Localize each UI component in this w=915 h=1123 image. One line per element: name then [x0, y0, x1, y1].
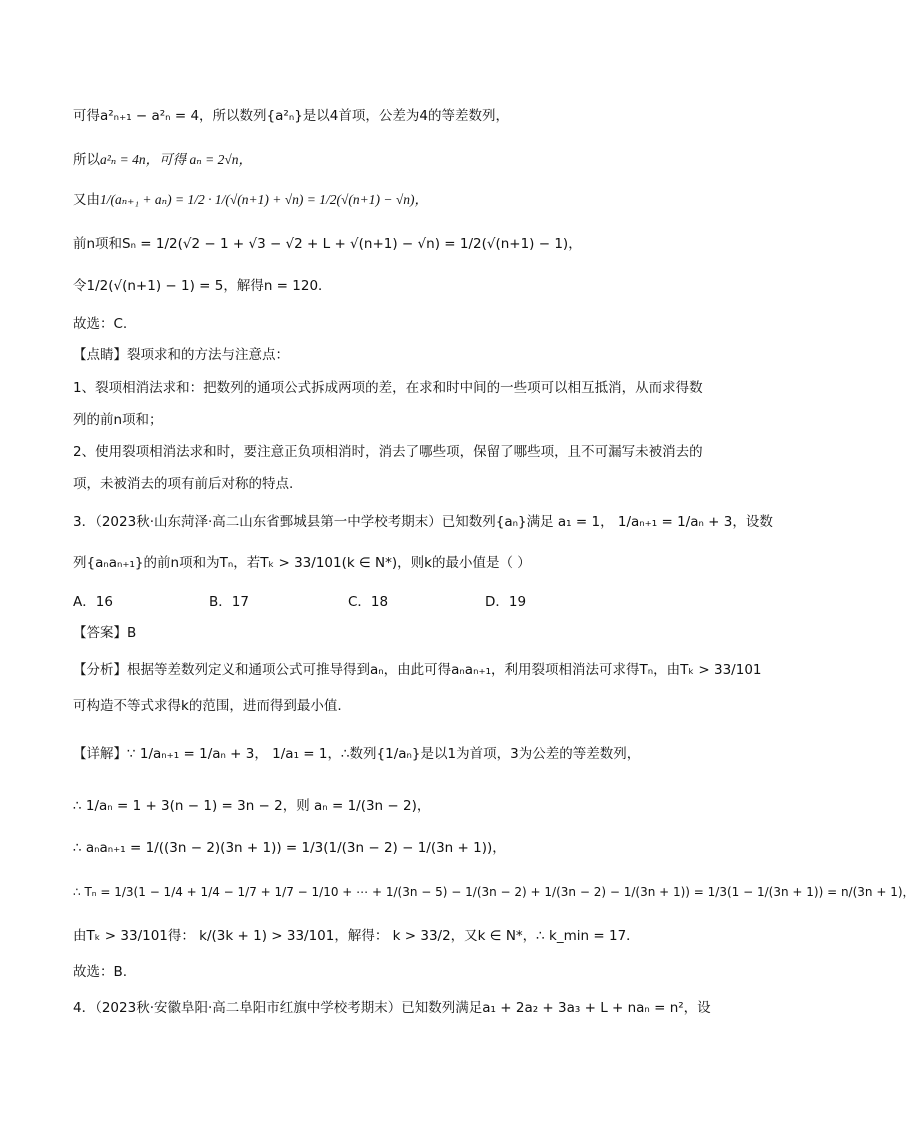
solution-line-1: 可得a²ₙ₊₁ − a²ₙ = 4，所以数列{a²ₙ}是以4首项，公差为4的等差数列， [73, 108, 509, 124]
analysis-text: 根据等差数列定义和通项公式可推导得到aₙ，由此可得aₙaₙ₊₁，利用裂项相消法可求得Tₙ，由Tₖ > 33/101 [127, 662, 762, 678]
tip-heading [73, 345, 289, 365]
analysis-tag: 【分析】 [73, 662, 127, 678]
solution-line-5: 令1/2(√(n+1) − 1) = 5，解得n = 120． [73, 278, 332, 294]
tip-item-2a: 2、使用裂项相消法求和时，要注意正负项相消时，消去了哪些项，保留了哪些项，且不可漏写未被消去的 [73, 444, 703, 460]
detail-line-4: ∴ Tₙ = 1/3(1 − 1/4 + 1/4 − 1/7 + 1/7 − 1/10 + ⋯ + 1/(3n − 5) − 1/(3n − 2) + 1/(3n − 2) − 1/(3n + 1)) = 1/3(1 − 1/(3n + 1)) = n/(3n + 1)， [73, 885, 915, 899]
question-3-line-1: 3．（2023秋·山东菏泽·高二山东省鄄城县第一中学校考期末）已知数列{aₙ}满足 a₁ = 1， 1/aₙ₊₁ = 1/aₙ + 3，设数 [73, 514, 773, 530]
detail-line-3: ∴ aₙaₙ₊₁ = 1/((3n − 2)(3n + 1)) = 1/3(1/(3n − 2) − 1/(3n + 1))， [73, 840, 506, 856]
answer-line [73, 623, 136, 643]
tip-tag: 【点睛】 [73, 347, 127, 363]
answer-value: B [127, 625, 137, 641]
question-3-line-2: 列{aₙaₙ₊₁}的前n项和为Tₙ，若Tₖ > 33/101(k ∈ N*)，则k的最小值是（ ） [73, 555, 531, 571]
answer-tag: 【答案】 [73, 625, 127, 641]
tip-item-2b: 项，未被消去的项有前后对称的特点. [73, 476, 294, 492]
math-span: a²ₙ = 4n，可得 aₙ = 2√n， [100, 152, 252, 167]
detail-text: ∵ 1/aₙ₊₁ = 1/aₙ + 3， 1/a₁ = 1，∴数列{1/aₙ}是以1为首项，3为公差的等差数列， [127, 746, 641, 762]
text-span: 又由 [73, 192, 100, 208]
detail-line-5: 由Tₖ > 33/101得： k/(3k + 1) > 33/101，解得： k > 33/2，又k ∈ N*，∴ k_min = 17． [73, 928, 640, 944]
math-span: 1/(aₙ₊₁ + aₙ) = 1/2 · 1/(√(n+1) + √n) = 1/2(√(n+1) − √n)， [100, 192, 429, 207]
solution-line-4: 前n项和Sₙ = 1/2(√2 − 1 + √3 − √2 + L + √(n+1) − √n) = 1/2(√(n+1) − 1)， [73, 236, 582, 252]
solution-line-2 [73, 150, 252, 170]
tip-title: 裂项求和的方法与注意点： [127, 347, 289, 363]
choice-a: A．16 [73, 594, 113, 610]
detail-choice: 故选：B. [73, 964, 128, 980]
choice-c: C．18 [348, 594, 389, 610]
choice-b: B．17 [209, 594, 249, 610]
solution-line-3 [73, 190, 428, 210]
detail-line-2: ∴ 1/aₙ = 1 + 3(n − 1) = 3n − 2，则 aₙ = 1/(3n − 2)， [73, 798, 431, 814]
tip-item-1a: 1、裂项相消法求和：把数列的通项公式拆成两项的差，在求和时中间的一些项可以相互抵消，从而求得数 [73, 380, 703, 396]
tip-item-1b: 列的前n项和； [73, 412, 163, 428]
detail-tag: 【详解】 [73, 746, 127, 762]
detail-line-1 [73, 744, 640, 764]
solution-choice: 故选：C. [73, 316, 128, 332]
text-span: 所以 [73, 152, 100, 168]
choice-d: D．19 [485, 594, 527, 610]
question-4-line-1: 4．（2023秋·安徽阜阳·高二阜阳市红旗中学校考期末）已知数列满足a₁ + 2a₂ + 3a₃ + L + naₙ = n²，设 [73, 1000, 711, 1016]
analysis-line-2: 可构造不等式求得k的范围，进而得到最小值. [73, 698, 342, 714]
analysis-line-1 [73, 660, 762, 680]
